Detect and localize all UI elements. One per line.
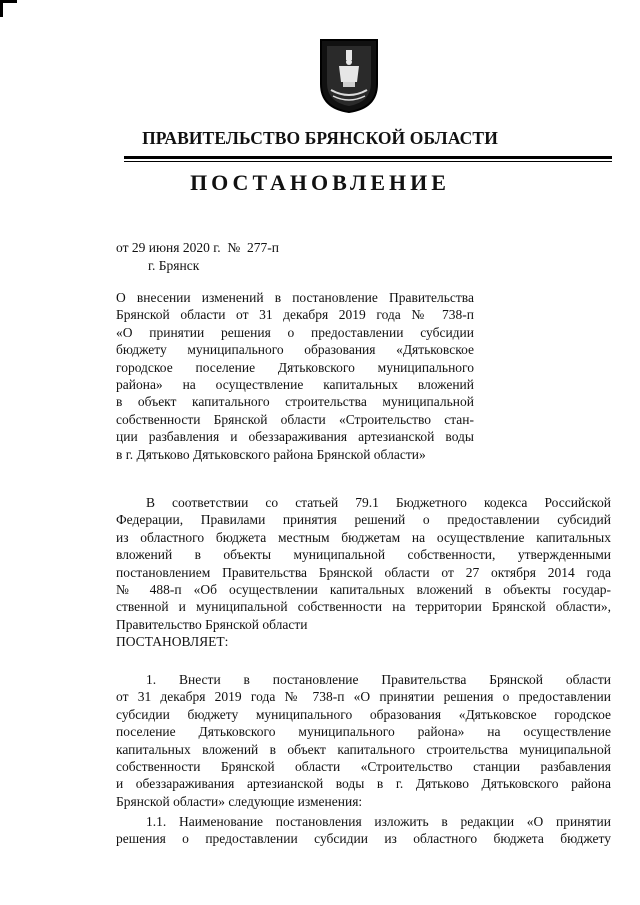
body-line: вложений в объекты муниципальной собственности, утвержденными	[116, 547, 611, 563]
body-line: и обеззараживания артезианской воды в г. Дятьково Дятьковского района	[116, 776, 611, 792]
organization-name: ПРАВИТЕЛЬСТВО БРЯНСКОЙ ОБЛАСТИ	[142, 128, 498, 148]
item-1-1-paragraph	[116, 813, 611, 848]
coat-of-arms-icon	[319, 38, 379, 114]
subject-line: собственности Брянской области «Строительство стан-	[116, 411, 474, 427]
body-line: Федерации, Правилами принятия решений о предоставлении субсидий	[116, 512, 611, 528]
subject-line: О внесении изменений в постановление Правительства	[116, 290, 474, 305]
subject-line: «О принятии решения о предоставлении субсидии	[116, 324, 474, 340]
subject-line: в объект капитального строительства муниципальной	[116, 394, 474, 410]
subject-line: района» на осуществление капитальных вложений	[116, 377, 474, 393]
header-rule-thin	[124, 161, 612, 162]
header-rule-thick	[124, 156, 612, 159]
body-line: ственной и муниципальной собственности на территории Брянской области»,	[116, 599, 611, 615]
body-line: постановлением Правительства Брянской области от 27 октября 2014 года	[116, 564, 611, 580]
body-line: из областного бюджета местным бюджетам на осуществление капитальных	[116, 529, 611, 545]
scan-corner-mark	[0, 0, 17, 17]
document-date-number: от 29 июня 2020 г. № 277-п	[116, 240, 279, 255]
body-line: В соответствии со статьей 79.1 Бюджетного кодекса Российской	[146, 495, 611, 510]
body-line: 1.1. Наименование постановления изложить в редакции «О принятии	[146, 814, 611, 829]
document-subject	[116, 289, 474, 463]
body-line: Брянской области» следующие изменения:	[116, 793, 363, 809]
body-line: собственности Брянской области «Строительство станции разбавления	[116, 759, 611, 775]
document-city: г. Брянск	[148, 258, 200, 273]
body-line: № 488-п «Об осуществлении капитальных вложений в объекты государ-	[116, 582, 611, 598]
body-line: субсидии бюджету муниципального образования «Дятьковское городское	[116, 706, 611, 722]
subject-line: бюджету муниципального образования «Дятьковское	[116, 342, 474, 358]
body-line: решения о предоставлении субсидии из областного бюджета бюджету	[116, 831, 611, 847]
item-1-paragraph	[116, 671, 611, 810]
preamble-paragraph	[116, 494, 611, 651]
subject-line: в г. Дятьково Дятьковского района Брянской области»	[116, 446, 426, 462]
subject-line: ции разбавления и обеззараживания артезианской воды	[116, 429, 474, 445]
body-line: от 31 декабря 2019 года № 738-п «О принятии решения о предоставлении	[116, 689, 611, 705]
subject-line: Брянской области от 31 декабря 2019 года № 738-п	[116, 307, 474, 323]
body-line: 1. Внести в постановление Правительства Брянской области	[146, 672, 611, 687]
resolves-heading: ПОСТАНОВЛЯЕТ:	[116, 634, 229, 650]
body-line: капитальных вложений в объект капитального строительства муниципальной	[116, 741, 611, 757]
document-type-title: ПОСТАНОВЛЕНИЕ	[190, 170, 450, 195]
subject-line: городское поселение Дятьковского муниципального	[116, 359, 474, 375]
body-line: поселение Дятьковского муниципального района» на осуществление	[116, 724, 611, 740]
body-line: Правительство Брянской области	[116, 616, 308, 632]
